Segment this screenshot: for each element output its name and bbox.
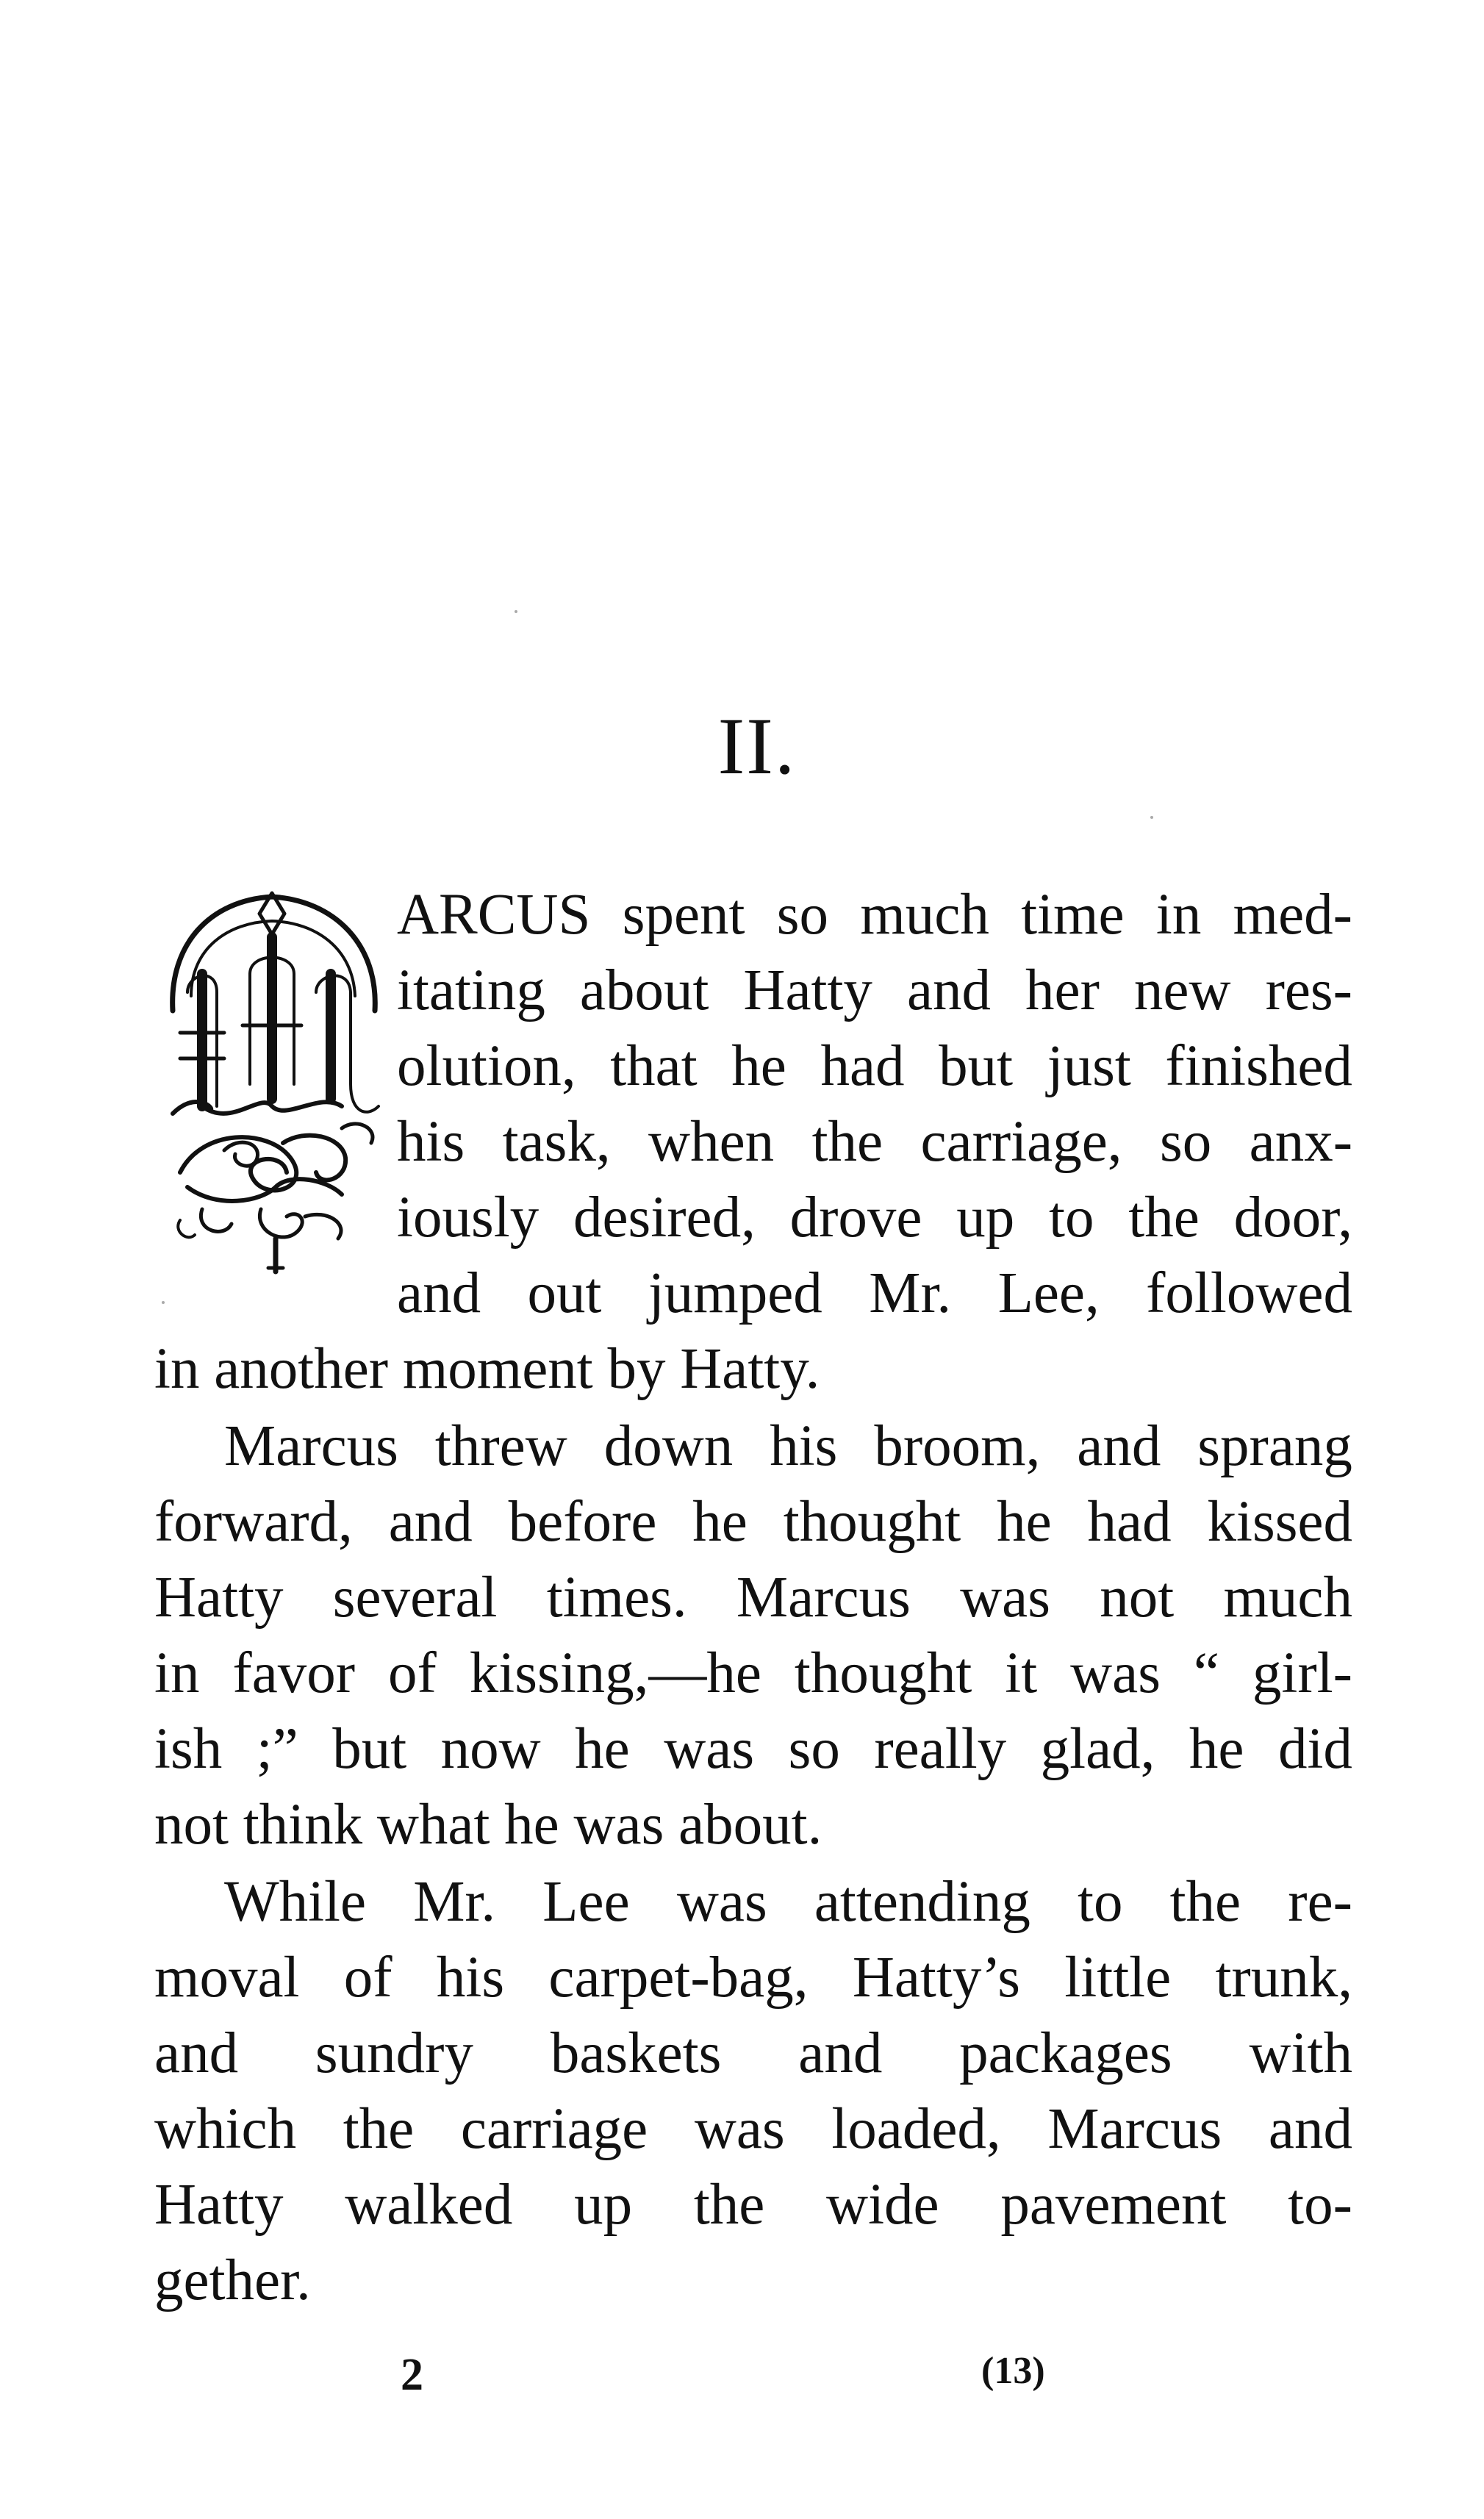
word: carriage [460, 2097, 648, 2161]
word: he [1189, 1717, 1244, 1781]
word: trunk, [1215, 1946, 1352, 2010]
chapter-heading: II. [717, 701, 797, 791]
word: just [1047, 1034, 1131, 1098]
word: had [1087, 1490, 1172, 1554]
text-line [397, 883, 1352, 952]
word: While [224, 1870, 367, 1934]
word: Hatty’s [852, 1946, 1021, 2010]
word: ARCUS [397, 883, 591, 947]
word: to- [1288, 2173, 1352, 2237]
word: attending [814, 1870, 1030, 1934]
line-text: not think what he was about. [154, 1793, 822, 1857]
word: he [575, 1717, 630, 1781]
text-line [154, 1793, 1352, 1862]
text-line [154, 1946, 1352, 2015]
word: her [1025, 958, 1100, 1022]
word: the [811, 1110, 883, 1174]
word: walked [345, 2173, 513, 2237]
word: new [1133, 958, 1231, 1022]
word: really [874, 1717, 1007, 1781]
word: Marcus [224, 1414, 398, 1478]
word: was [1070, 1641, 1161, 1705]
word: was [694, 2097, 785, 2161]
text-line [154, 1641, 1352, 1710]
word: now [440, 1717, 541, 1781]
word: Hatty [743, 958, 872, 1022]
word: that [610, 1034, 698, 1098]
word: favor [232, 1641, 356, 1705]
text-line [397, 1034, 1352, 1103]
word: it [1005, 1641, 1038, 1705]
text-line [154, 2021, 1352, 2090]
word: kissed [1207, 1490, 1352, 1554]
word: med- [1233, 883, 1352, 947]
word: “ [1193, 1641, 1219, 1705]
paper-speck [162, 1301, 165, 1304]
word: broom, [874, 1414, 1041, 1478]
word: of [388, 1641, 437, 1705]
word: so [776, 883, 829, 947]
word: when [648, 1110, 775, 1174]
word: time [1021, 883, 1125, 947]
word: Mr. [869, 1261, 952, 1325]
word: carriage, [920, 1110, 1122, 1174]
text-line [154, 1490, 1352, 1559]
word: and [1077, 1414, 1161, 1478]
word: and [397, 1261, 481, 1325]
word: Mr. [413, 1870, 496, 1934]
word: followed [1146, 1261, 1352, 1325]
word: Hatty [154, 2173, 284, 2237]
line-text: in another moment by Hatty. [154, 1337, 820, 1401]
word: task, [502, 1110, 611, 1174]
word: up [574, 2173, 633, 2237]
drop-cap-m-icon [158, 864, 393, 1283]
signature-mark: 2 [401, 2350, 423, 2400]
word: was [664, 1717, 755, 1781]
word: ;” [256, 1717, 298, 1781]
word: several [332, 1566, 498, 1630]
word: thought [794, 1641, 972, 1705]
word: packages [959, 2021, 1172, 2085]
word: baskets [550, 2021, 722, 2085]
word: carpet-bag, [548, 1946, 809, 2010]
word: out [527, 1261, 602, 1325]
word: Hatty [154, 1566, 284, 1630]
text-line [397, 1186, 1352, 1255]
text-line [154, 2097, 1352, 2166]
word: so [1159, 1110, 1212, 1174]
word: spent [622, 883, 745, 947]
word: but [332, 1717, 407, 1781]
word: he [692, 1490, 748, 1554]
word: but [939, 1034, 1014, 1098]
word: the [1128, 1186, 1200, 1250]
word: of [343, 1946, 392, 2010]
word: little [1064, 1946, 1172, 2010]
word: to [1049, 1186, 1094, 1250]
word: and [906, 958, 992, 1022]
text-line [397, 1261, 1352, 1330]
word: anx- [1249, 1110, 1352, 1174]
word: drove [789, 1186, 922, 1250]
text-line [224, 1414, 1352, 1483]
word: sundry [315, 2021, 473, 2085]
word: in [1155, 883, 1202, 947]
word: had [820, 1034, 905, 1098]
word: he [997, 1490, 1052, 1554]
word: kissing,—he [469, 1641, 761, 1705]
word: itating [397, 958, 545, 1022]
word: the [1169, 1870, 1241, 1934]
word: much [1223, 1566, 1352, 1630]
word: about [579, 958, 709, 1022]
word: before [508, 1490, 657, 1554]
word: iously [397, 1186, 540, 1250]
word: he [731, 1034, 786, 1098]
word: which [154, 2097, 297, 2161]
word: with [1249, 2021, 1352, 2085]
word: finished [1165, 1034, 1352, 1098]
word: his [397, 1110, 465, 1174]
word: girl- [1252, 1641, 1352, 1705]
word: was [960, 1566, 1050, 1630]
word: his [436, 1946, 505, 2010]
word: forward, [154, 1490, 353, 1554]
word: res- [1265, 958, 1352, 1022]
word: and [798, 2021, 883, 2085]
word: Lee, [997, 1261, 1100, 1325]
text-line [397, 1110, 1352, 1179]
word: and [154, 2021, 239, 2085]
paper-speck [515, 610, 517, 613]
word: Marcus [736, 1566, 911, 1630]
word: and [1268, 2097, 1352, 2161]
page-number: (13) [981, 2350, 1045, 2392]
word: thought [783, 1490, 961, 1554]
word: threw [434, 1414, 567, 1478]
word: desired, [573, 1186, 756, 1250]
word: down [603, 1414, 734, 1478]
word: in [154, 1641, 200, 1705]
word: so [788, 1717, 840, 1781]
word: did [1277, 1717, 1352, 1781]
word: much [860, 883, 989, 947]
word: re- [1288, 1870, 1352, 1934]
word: Marcus [1047, 2097, 1222, 2161]
word: glad, [1040, 1717, 1155, 1781]
paper-speck [1150, 816, 1153, 819]
text-line [397, 958, 1352, 1028]
text-line [154, 1337, 1352, 1406]
word: moval [154, 1946, 300, 2010]
word: his [770, 1414, 838, 1478]
word: door, [1233, 1186, 1352, 1250]
word: not [1100, 1566, 1175, 1630]
word: wide [826, 2173, 939, 2237]
text-line [154, 2173, 1352, 2242]
text-line [154, 1566, 1352, 1635]
text-line [224, 1870, 1352, 1939]
text-line [154, 1717, 1352, 1786]
word: Lee [542, 1870, 630, 1934]
line-text: gether. [154, 2249, 311, 2312]
word: pavement [1000, 2173, 1227, 2237]
word: to [1078, 1870, 1123, 1934]
word: sprang [1197, 1414, 1352, 1478]
text-line [154, 2251, 1352, 2318]
word: jumped [648, 1261, 822, 1325]
word: up [956, 1186, 1015, 1250]
word: ish [154, 1717, 223, 1781]
word: times. [546, 1566, 687, 1630]
word: the [343, 2097, 415, 2161]
word: and [388, 1490, 473, 1554]
word: olution, [397, 1034, 576, 1098]
word: loaded, [831, 2097, 1001, 2161]
word: was [676, 1870, 767, 1934]
word: the [693, 2173, 765, 2237]
ornamental-drop-cap-m [158, 864, 393, 1283]
